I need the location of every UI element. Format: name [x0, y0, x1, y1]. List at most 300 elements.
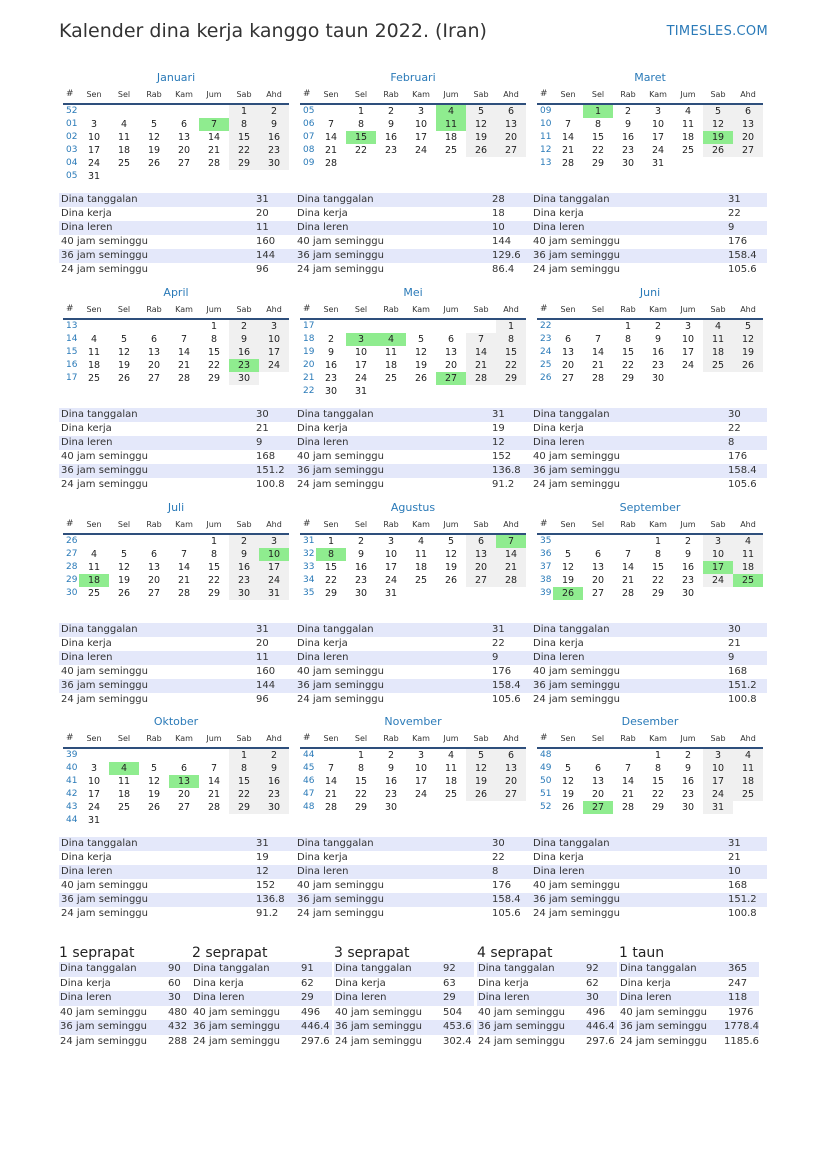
- day-cell[interactable]: 28: [324, 158, 338, 169]
- holiday-day-cell[interactable]: 19: [703, 131, 733, 144]
- day-cell[interactable]: 30: [651, 373, 665, 384]
- day-cell[interactable]: 26: [147, 158, 161, 169]
- day-cell[interactable]: 7: [327, 763, 335, 774]
- day-cell[interactable]: 5: [120, 334, 128, 345]
- day-cell[interactable]: 7: [624, 549, 632, 560]
- day-cell[interactable]: 10: [87, 776, 101, 787]
- day-cell[interactable]: 13: [177, 132, 191, 143]
- day-cell[interactable]: 14: [324, 776, 338, 787]
- day-cell[interactable]: 10: [651, 119, 665, 130]
- day-cell[interactable]: 22: [354, 789, 368, 800]
- day-cell[interactable]: 9: [327, 347, 335, 358]
- day-cell[interactable]: 19: [117, 575, 131, 586]
- day-cell[interactable]: 25: [414, 575, 428, 586]
- day-cell[interactable]: 25: [681, 145, 695, 156]
- day-cell[interactable]: 26: [466, 144, 496, 157]
- day-cell[interactable]: 8: [624, 334, 632, 345]
- day-cell[interactable]: 15: [229, 131, 259, 144]
- day-cell[interactable]: 18: [703, 346, 733, 359]
- day-cell[interactable]: 13: [147, 562, 161, 573]
- day-cell[interactable]: 11: [87, 347, 101, 358]
- day-cell[interactable]: 9: [229, 548, 259, 561]
- day-cell[interactable]: 20: [591, 575, 605, 586]
- day-cell[interactable]: 29: [621, 373, 635, 384]
- day-cell[interactable]: 15: [354, 776, 368, 787]
- day-cell[interactable]: 9: [387, 119, 395, 130]
- holiday-day-cell[interactable]: 7: [496, 535, 526, 548]
- day-cell[interactable]: 2: [387, 106, 395, 117]
- day-cell[interactable]: 19: [466, 775, 496, 788]
- day-cell[interactable]: 4: [703, 320, 733, 333]
- day-cell[interactable]: 20: [561, 360, 575, 371]
- day-cell[interactable]: 12: [466, 118, 496, 131]
- day-cell[interactable]: 16: [229, 346, 259, 359]
- day-cell[interactable]: 15: [324, 562, 338, 573]
- day-cell[interactable]: 21: [466, 359, 496, 372]
- day-cell[interactable]: 18: [384, 360, 398, 371]
- day-cell[interactable]: 19: [117, 360, 131, 371]
- day-cell[interactable]: 5: [150, 119, 158, 130]
- day-cell[interactable]: 27: [561, 373, 575, 384]
- day-cell[interactable]: 14: [561, 132, 575, 143]
- day-cell[interactable]: 20: [147, 575, 161, 586]
- day-cell[interactable]: 7: [466, 333, 496, 346]
- day-cell[interactable]: 20: [496, 131, 526, 144]
- day-cell[interactable]: 27: [496, 788, 526, 801]
- day-cell[interactable]: 18: [444, 132, 458, 143]
- day-cell[interactable]: 7: [594, 334, 602, 345]
- day-cell[interactable]: 25: [444, 789, 458, 800]
- day-cell[interactable]: 22: [229, 144, 259, 157]
- day-cell[interactable]: 12: [117, 347, 131, 358]
- day-cell[interactable]: 17: [259, 561, 289, 574]
- day-cell[interactable]: 24: [259, 574, 289, 587]
- day-cell[interactable]: 8: [496, 333, 526, 346]
- day-cell[interactable]: 19: [147, 145, 161, 156]
- day-cell[interactable]: 20: [733, 131, 763, 144]
- day-cell[interactable]: 4: [120, 119, 128, 130]
- day-cell[interactable]: 10: [384, 549, 398, 560]
- holiday-day-cell[interactable]: 25: [733, 574, 763, 587]
- holiday-day-cell[interactable]: 7: [199, 118, 229, 131]
- day-cell[interactable]: 18: [117, 789, 131, 800]
- day-cell[interactable]: 14: [466, 346, 496, 359]
- day-cell[interactable]: 30: [681, 588, 695, 599]
- holiday-day-cell[interactable]: 4: [376, 333, 406, 346]
- day-cell[interactable]: 28: [207, 802, 221, 813]
- day-cell[interactable]: 3: [387, 536, 395, 547]
- day-cell[interactable]: 16: [259, 775, 289, 788]
- day-cell[interactable]: 2: [229, 320, 259, 333]
- day-cell[interactable]: 3: [703, 535, 733, 548]
- holiday-day-cell[interactable]: 17: [703, 561, 733, 574]
- day-cell[interactable]: 24: [87, 158, 101, 169]
- holiday-day-cell[interactable]: 23: [229, 359, 259, 372]
- day-cell[interactable]: 31: [87, 171, 101, 182]
- day-cell[interactable]: 24: [703, 574, 733, 587]
- day-cell[interactable]: 4: [447, 750, 455, 761]
- day-cell[interactable]: 11: [703, 333, 733, 346]
- day-cell[interactable]: 17: [414, 776, 428, 787]
- day-cell[interactable]: 29: [591, 158, 605, 169]
- day-cell[interactable]: 31: [354, 386, 368, 397]
- day-cell[interactable]: 29: [207, 588, 221, 599]
- day-cell[interactable]: 16: [621, 132, 635, 143]
- day-cell[interactable]: 3: [684, 321, 692, 332]
- day-cell[interactable]: 10: [87, 132, 101, 143]
- day-cell[interactable]: 8: [210, 334, 218, 345]
- day-cell[interactable]: 1: [357, 750, 365, 761]
- day-cell[interactable]: 27: [147, 588, 161, 599]
- day-cell[interactable]: 4: [417, 536, 425, 547]
- day-cell[interactable]: 18: [414, 562, 428, 573]
- day-cell[interactable]: 19: [466, 131, 496, 144]
- day-cell[interactable]: 31: [87, 815, 101, 826]
- day-cell[interactable]: 7: [180, 549, 188, 560]
- day-cell[interactable]: 22: [621, 360, 635, 371]
- day-cell[interactable]: 16: [259, 131, 289, 144]
- day-cell[interactable]: 11: [384, 347, 398, 358]
- day-cell[interactable]: 12: [147, 776, 161, 787]
- day-cell[interactable]: 1: [210, 536, 218, 547]
- day-cell[interactable]: 23: [651, 360, 665, 371]
- day-cell[interactable]: 23: [229, 574, 259, 587]
- day-cell[interactable]: 13: [444, 347, 458, 358]
- day-cell[interactable]: 9: [387, 763, 395, 774]
- day-cell[interactable]: 9: [259, 118, 289, 131]
- day-cell[interactable]: 7: [564, 119, 572, 130]
- holiday-day-cell[interactable]: 18: [79, 574, 109, 587]
- day-cell[interactable]: 9: [684, 763, 692, 774]
- day-cell[interactable]: 20: [466, 561, 496, 574]
- day-cell[interactable]: 3: [259, 535, 289, 548]
- day-cell[interactable]: 25: [444, 145, 458, 156]
- day-cell[interactable]: 12: [561, 776, 575, 787]
- day-cell[interactable]: 24: [414, 789, 428, 800]
- day-cell[interactable]: 26: [414, 373, 428, 384]
- day-cell[interactable]: 10: [703, 548, 733, 561]
- day-cell[interactable]: 2: [387, 750, 395, 761]
- day-cell[interactable]: 27: [177, 158, 191, 169]
- day-cell[interactable]: 5: [120, 549, 128, 560]
- day-cell[interactable]: 27: [733, 144, 763, 157]
- day-cell[interactable]: 25: [117, 158, 131, 169]
- day-cell[interactable]: 25: [733, 788, 763, 801]
- day-cell[interactable]: 4: [684, 106, 692, 117]
- day-cell[interactable]: 25: [703, 359, 733, 372]
- day-cell[interactable]: 8: [229, 118, 259, 131]
- day-cell[interactable]: 9: [654, 334, 662, 345]
- day-cell[interactable]: 12: [733, 333, 763, 346]
- day-cell[interactable]: 14: [177, 347, 191, 358]
- day-cell[interactable]: 20: [444, 360, 458, 371]
- day-cell[interactable]: 30: [259, 157, 289, 170]
- day-cell[interactable]: 29: [354, 802, 368, 813]
- day-cell[interactable]: 29: [229, 801, 259, 814]
- day-cell[interactable]: 29: [229, 157, 259, 170]
- day-cell[interactable]: 8: [357, 119, 365, 130]
- day-cell[interactable]: 21: [621, 575, 635, 586]
- day-cell[interactable]: 11: [444, 763, 458, 774]
- day-cell[interactable]: 11: [733, 762, 763, 775]
- day-cell[interactable]: 10: [354, 347, 368, 358]
- day-cell[interactable]: 23: [681, 575, 695, 586]
- day-cell[interactable]: 15: [651, 562, 665, 573]
- day-cell[interactable]: 1: [229, 749, 259, 762]
- day-cell[interactable]: 23: [681, 789, 695, 800]
- day-cell[interactable]: 18: [733, 561, 763, 574]
- day-cell[interactable]: 5: [733, 320, 763, 333]
- day-cell[interactable]: 15: [651, 776, 665, 787]
- day-cell[interactable]: 1: [624, 321, 632, 332]
- day-cell[interactable]: 1: [229, 105, 259, 118]
- site-logo[interactable]: TIMESLES.COM: [666, 24, 768, 39]
- day-cell[interactable]: 6: [180, 119, 188, 130]
- day-cell[interactable]: 23: [621, 145, 635, 156]
- day-cell[interactable]: 8: [594, 119, 602, 130]
- day-cell[interactable]: 21: [496, 561, 526, 574]
- day-cell[interactable]: 24: [651, 145, 665, 156]
- day-cell[interactable]: 22: [324, 575, 338, 586]
- day-cell[interactable]: 11: [87, 562, 101, 573]
- holiday-day-cell[interactable]: 13: [169, 775, 199, 788]
- day-cell[interactable]: 8: [210, 549, 218, 560]
- day-cell[interactable]: 22: [207, 360, 221, 371]
- day-cell[interactable]: 5: [447, 536, 455, 547]
- day-cell[interactable]: 16: [384, 132, 398, 143]
- day-cell[interactable]: 13: [466, 548, 496, 561]
- holiday-day-cell[interactable]: 11: [436, 118, 466, 131]
- day-cell[interactable]: 2: [229, 535, 259, 548]
- day-cell[interactable]: 15: [207, 562, 221, 573]
- day-cell[interactable]: 30: [681, 802, 695, 813]
- day-cell[interactable]: 21: [207, 145, 221, 156]
- day-cell[interactable]: 20: [177, 145, 191, 156]
- holiday-day-cell[interactable]: 4: [109, 762, 139, 775]
- day-cell[interactable]: 2: [624, 106, 632, 117]
- day-cell[interactable]: 23: [324, 373, 338, 384]
- day-cell[interactable]: 22: [651, 575, 665, 586]
- day-cell[interactable]: 7: [327, 119, 335, 130]
- day-cell[interactable]: 16: [229, 561, 259, 574]
- day-cell[interactable]: 18: [444, 776, 458, 787]
- day-cell[interactable]: 13: [496, 118, 526, 131]
- day-cell[interactable]: 6: [150, 334, 158, 345]
- holiday-day-cell[interactable]: 4: [436, 105, 466, 118]
- day-cell[interactable]: 23: [384, 145, 398, 156]
- day-cell[interactable]: 10: [259, 333, 289, 346]
- day-cell[interactable]: 11: [733, 548, 763, 561]
- day-cell[interactable]: 30: [384, 802, 398, 813]
- day-cell[interactable]: 30: [229, 587, 259, 600]
- day-cell[interactable]: 17: [259, 346, 289, 359]
- day-cell[interactable]: 23: [354, 575, 368, 586]
- day-cell[interactable]: 11: [117, 776, 131, 787]
- day-cell[interactable]: 26: [561, 802, 575, 813]
- day-cell[interactable]: 14: [207, 776, 221, 787]
- day-cell[interactable]: 5: [466, 105, 496, 118]
- day-cell[interactable]: 4: [733, 749, 763, 762]
- day-cell[interactable]: 1: [327, 536, 335, 547]
- day-cell[interactable]: 2: [684, 536, 692, 547]
- holiday-day-cell[interactable]: 27: [583, 801, 613, 814]
- day-cell[interactable]: 2: [357, 536, 365, 547]
- day-cell[interactable]: 3: [654, 106, 662, 117]
- day-cell[interactable]: 7: [180, 334, 188, 345]
- day-cell[interactable]: 22: [496, 359, 526, 372]
- day-cell[interactable]: 16: [651, 347, 665, 358]
- day-cell[interactable]: 11: [414, 549, 428, 560]
- day-cell[interactable]: 27: [177, 802, 191, 813]
- day-cell[interactable]: 7: [624, 763, 632, 774]
- day-cell[interactable]: 17: [651, 132, 665, 143]
- day-cell[interactable]: 17: [681, 347, 695, 358]
- day-cell[interactable]: 16: [324, 360, 338, 371]
- day-cell[interactable]: 1: [210, 321, 218, 332]
- day-cell[interactable]: 6: [733, 105, 763, 118]
- day-cell[interactable]: 26: [466, 788, 496, 801]
- day-cell[interactable]: 6: [496, 749, 526, 762]
- day-cell[interactable]: 22: [207, 575, 221, 586]
- day-cell[interactable]: 1: [496, 320, 526, 333]
- holiday-day-cell[interactable]: 3: [346, 333, 376, 346]
- day-cell[interactable]: 28: [177, 373, 191, 384]
- day-cell[interactable]: 29: [651, 802, 665, 813]
- day-cell[interactable]: 14: [177, 562, 191, 573]
- day-cell[interactable]: 15: [621, 347, 635, 358]
- day-cell[interactable]: 26: [703, 144, 733, 157]
- day-cell[interactable]: 9: [624, 119, 632, 130]
- day-cell[interactable]: 13: [591, 776, 605, 787]
- holiday-day-cell[interactable]: 10: [259, 548, 289, 561]
- day-cell[interactable]: 28: [621, 588, 635, 599]
- day-cell[interactable]: 24: [87, 802, 101, 813]
- holiday-day-cell[interactable]: 27: [436, 372, 466, 385]
- day-cell[interactable]: 5: [703, 105, 733, 118]
- day-cell[interactable]: 12: [444, 549, 458, 560]
- day-cell[interactable]: 29: [496, 372, 526, 385]
- day-cell[interactable]: 28: [496, 574, 526, 587]
- day-cell[interactable]: 6: [594, 763, 602, 774]
- day-cell[interactable]: 6: [594, 549, 602, 560]
- day-cell[interactable]: 9: [357, 549, 365, 560]
- day-cell[interactable]: 2: [654, 321, 662, 332]
- day-cell[interactable]: 31: [651, 158, 665, 169]
- day-cell[interactable]: 17: [354, 360, 368, 371]
- day-cell[interactable]: 24: [259, 359, 289, 372]
- day-cell[interactable]: 14: [324, 132, 338, 143]
- day-cell[interactable]: 29: [651, 588, 665, 599]
- day-cell[interactable]: 25: [87, 373, 101, 384]
- day-cell[interactable]: 24: [354, 373, 368, 384]
- day-cell[interactable]: 10: [414, 119, 428, 130]
- day-cell[interactable]: 11: [681, 119, 695, 130]
- day-cell[interactable]: 5: [466, 749, 496, 762]
- day-cell[interactable]: 4: [90, 334, 98, 345]
- day-cell[interactable]: 17: [414, 132, 428, 143]
- day-cell[interactable]: 27: [591, 588, 605, 599]
- day-cell[interactable]: 20: [496, 775, 526, 788]
- day-cell[interactable]: 24: [414, 145, 428, 156]
- day-cell[interactable]: 21: [324, 145, 338, 156]
- day-cell[interactable]: 5: [417, 334, 425, 345]
- day-cell[interactable]: 10: [703, 762, 733, 775]
- day-cell[interactable]: 7: [210, 763, 218, 774]
- day-cell[interactable]: 9: [229, 333, 259, 346]
- day-cell[interactable]: 8: [229, 762, 259, 775]
- day-cell[interactable]: 30: [621, 158, 635, 169]
- day-cell[interactable]: 13: [733, 118, 763, 131]
- day-cell[interactable]: 3: [90, 763, 98, 774]
- day-cell[interactable]: 16: [384, 776, 398, 787]
- day-cell[interactable]: 10: [681, 334, 695, 345]
- day-cell[interactable]: 28: [621, 802, 635, 813]
- day-cell[interactable]: 2: [259, 749, 289, 762]
- day-cell[interactable]: 3: [703, 749, 733, 762]
- day-cell[interactable]: 29: [207, 373, 221, 384]
- day-cell[interactable]: 1: [654, 536, 662, 547]
- day-cell[interactable]: 24: [703, 788, 733, 801]
- day-cell[interactable]: 15: [229, 775, 259, 788]
- day-cell[interactable]: 14: [621, 562, 635, 573]
- day-cell[interactable]: 31: [703, 801, 733, 814]
- day-cell[interactable]: 18: [87, 360, 101, 371]
- day-cell[interactable]: 28: [177, 588, 191, 599]
- day-cell[interactable]: 28: [324, 802, 338, 813]
- day-cell[interactable]: 13: [561, 347, 575, 358]
- day-cell[interactable]: 6: [447, 334, 455, 345]
- day-cell[interactable]: 11: [117, 132, 131, 143]
- day-cell[interactable]: 1: [357, 106, 365, 117]
- day-cell[interactable]: 3: [417, 750, 425, 761]
- holiday-day-cell[interactable]: 1: [583, 105, 613, 118]
- day-cell[interactable]: 12: [117, 562, 131, 573]
- day-cell[interactable]: 22: [591, 145, 605, 156]
- day-cell[interactable]: 23: [259, 144, 289, 157]
- day-cell[interactable]: 13: [496, 762, 526, 775]
- day-cell[interactable]: 19: [561, 575, 575, 586]
- day-cell[interactable]: 21: [324, 789, 338, 800]
- day-cell[interactable]: 21: [177, 575, 191, 586]
- day-cell[interactable]: 26: [117, 588, 131, 599]
- day-cell[interactable]: 12: [561, 562, 575, 573]
- day-cell[interactable]: 6: [180, 763, 188, 774]
- day-cell[interactable]: 20: [591, 789, 605, 800]
- day-cell[interactable]: 3: [417, 106, 425, 117]
- day-cell[interactable]: 29: [324, 588, 338, 599]
- day-cell[interactable]: 12: [703, 118, 733, 131]
- day-cell[interactable]: 8: [654, 549, 662, 560]
- day-cell[interactable]: 19: [733, 346, 763, 359]
- day-cell[interactable]: 9: [259, 762, 289, 775]
- day-cell[interactable]: 18: [681, 132, 695, 143]
- day-cell[interactable]: 21: [561, 145, 575, 156]
- day-cell[interactable]: 27: [147, 373, 161, 384]
- day-cell[interactable]: 23: [259, 788, 289, 801]
- day-cell[interactable]: 30: [259, 801, 289, 814]
- day-cell[interactable]: 25: [117, 802, 131, 813]
- day-cell[interactable]: 21: [177, 360, 191, 371]
- day-cell[interactable]: 10: [414, 763, 428, 774]
- day-cell[interactable]: 16: [681, 776, 695, 787]
- day-cell[interactable]: 18: [117, 145, 131, 156]
- day-cell[interactable]: 30: [324, 386, 338, 397]
- day-cell[interactable]: 25: [87, 588, 101, 599]
- day-cell[interactable]: 9: [684, 549, 692, 560]
- day-cell[interactable]: 21: [621, 789, 635, 800]
- day-cell[interactable]: 28: [466, 372, 496, 385]
- day-cell[interactable]: 18: [733, 775, 763, 788]
